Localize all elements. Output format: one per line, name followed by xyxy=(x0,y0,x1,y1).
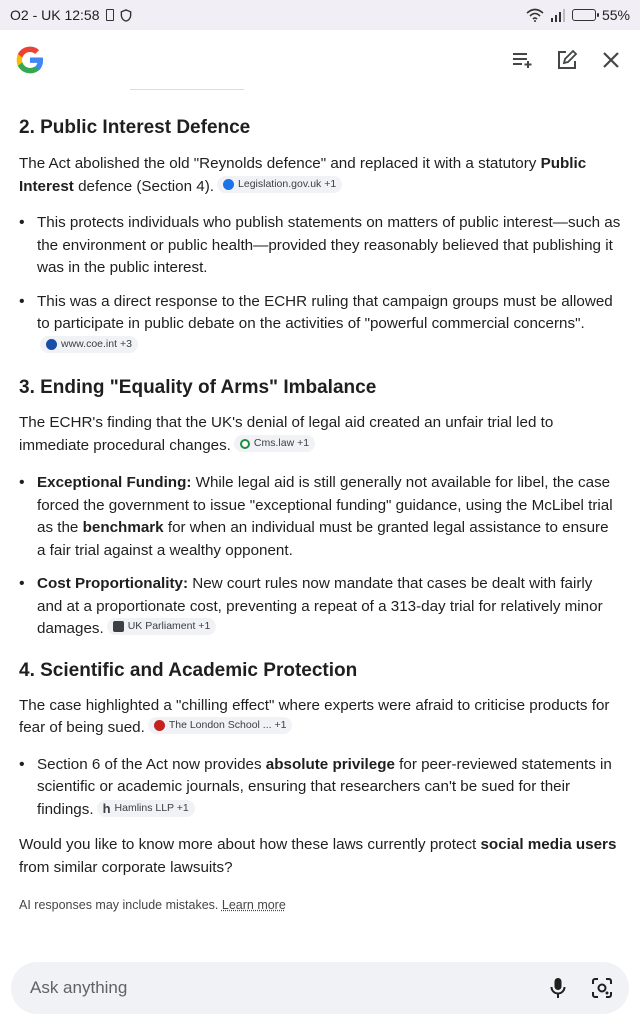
intro-text: The case highlighted a "chilling effect" where experts were afraid to criticise products for fear of being sued. xyxy=(19,696,610,736)
bullet-list xyxy=(19,212,621,358)
chip-label: Legislation.gov.uk +1 xyxy=(238,177,337,190)
mic-button[interactable] xyxy=(545,975,571,1001)
source-chip[interactable] xyxy=(234,435,315,452)
intro-bold: Public Interest xyxy=(19,155,587,195)
wifi-icon xyxy=(526,8,544,22)
hamlins-icon: h xyxy=(102,800,111,816)
lens-button[interactable] xyxy=(589,975,615,1001)
status-right xyxy=(526,7,630,23)
parliament-icon xyxy=(113,621,124,632)
item-bold: benchmark xyxy=(82,519,164,536)
followup-question xyxy=(19,834,621,879)
item-text: While legal aid is still generally not available for libel, the case forced the government to issue "exceptional funding" guidance, using the McLibel trial as the xyxy=(37,474,613,536)
queue-icon xyxy=(512,51,534,69)
item-text: This protects individuals who publish statements on matters of public interest—such as the environment or public health—provided they reasonably believed that publishing it was in the public interest. xyxy=(37,214,621,276)
lens-icon xyxy=(591,977,613,999)
signal-icon xyxy=(550,9,566,22)
ask-actions xyxy=(545,975,615,1001)
followup-bold: social media users xyxy=(480,836,617,853)
chip-label: www.coe.int +3 xyxy=(61,337,132,350)
battery-percent: 55% xyxy=(601,7,630,23)
intro-text: The ECHR's finding that the UK's denial of legal aid created an unfair trial led to immediate procedural changes. xyxy=(19,414,554,454)
new-chat-icon xyxy=(556,49,578,71)
chip-label: Hamlins LLP +1 xyxy=(114,801,189,814)
source-chip[interactable] xyxy=(97,800,195,817)
intro-text: The Act abolished the old "Reynolds defence" and replaced it with a statutory xyxy=(19,155,541,172)
new-chat-button[interactable] xyxy=(552,45,582,75)
close-icon xyxy=(602,51,620,69)
scroll-hint xyxy=(130,89,244,90)
item-text: for peer-reviewed statements in scientific or academic journals, ensuring that researchers can't be sued for their findings. xyxy=(37,755,612,818)
item-bold: Exceptional Funding: xyxy=(37,474,192,491)
source-chip[interactable] xyxy=(217,176,342,193)
chip-label: UK Parliament +1 xyxy=(127,620,211,632)
item-bold: Cost Proportionality: xyxy=(37,575,189,592)
item-text: for when an individual must be granted legal assistance to ensure a fair trial against a wealthy opponent. xyxy=(37,519,609,559)
list-item xyxy=(19,212,621,280)
source-chip[interactable] xyxy=(107,618,217,635)
source-chip[interactable] xyxy=(148,717,293,734)
section-intro xyxy=(19,153,621,198)
status-bar xyxy=(0,0,640,30)
item-text: This was a direct response to the ECHR ruling that campaign groups must be allowed to participate in public debate on the activities of "powerful commercial concerns". xyxy=(37,292,613,332)
section-heading: 4. Scientific and Academic Protection xyxy=(19,659,358,681)
chip-label: Cms.law +1 xyxy=(253,437,310,449)
list-item xyxy=(19,754,621,822)
cms-icon xyxy=(240,439,250,449)
item-text: Section 6 of the Act now provides xyxy=(37,755,266,773)
mic-icon xyxy=(550,977,566,999)
answer-content[interactable] xyxy=(0,100,640,950)
bullet-list xyxy=(19,754,621,822)
globe-icon xyxy=(223,179,234,190)
disclaimer-text: AI responses may include mistakes. xyxy=(19,898,222,912)
followup-text: Would you like to know more about how these laws currently protect xyxy=(19,836,481,853)
list-item xyxy=(19,573,621,641)
list-item xyxy=(19,291,621,359)
header-actions xyxy=(508,45,626,75)
chip-label: The London School ... +1 xyxy=(168,719,287,731)
list-item xyxy=(19,472,621,562)
lse-icon xyxy=(154,720,165,731)
ai-disclaimer xyxy=(19,896,621,914)
close-button[interactable] xyxy=(596,45,626,75)
sim-icon xyxy=(106,9,114,21)
carrier-time: O2 - UK 12:58 xyxy=(10,7,100,23)
followup-text: from similar corporate lawsuits? xyxy=(19,858,233,876)
bullet-list xyxy=(19,472,621,641)
status-left xyxy=(10,7,132,23)
shield-icon xyxy=(120,9,132,22)
item-bold: absolute privilege xyxy=(265,755,395,773)
source-chip[interactable] xyxy=(40,336,138,353)
section-heading: 3. Ending "Equality of Arms" Imbalance xyxy=(19,377,377,398)
section-intro xyxy=(19,695,621,740)
queue-button[interactable] xyxy=(508,45,538,75)
item-text: New court rules now mandate that cases be dealt with fairly and at a proportionate cost, preventing a repeat of a 313-day trial for relatively minor damages. xyxy=(37,575,603,637)
app-header xyxy=(0,30,640,90)
intro-text: defence (Section 4). xyxy=(73,177,215,195)
ask-bar xyxy=(11,962,629,1014)
learn-more-link[interactable]: Learn more xyxy=(221,898,286,912)
google-logo[interactable] xyxy=(14,44,46,76)
section-intro xyxy=(19,412,621,457)
section-heading: 2. Public Interest Defence xyxy=(19,117,251,138)
battery-icon xyxy=(572,9,596,21)
globe-icon xyxy=(46,339,57,350)
ask-input[interactable] xyxy=(30,978,545,998)
